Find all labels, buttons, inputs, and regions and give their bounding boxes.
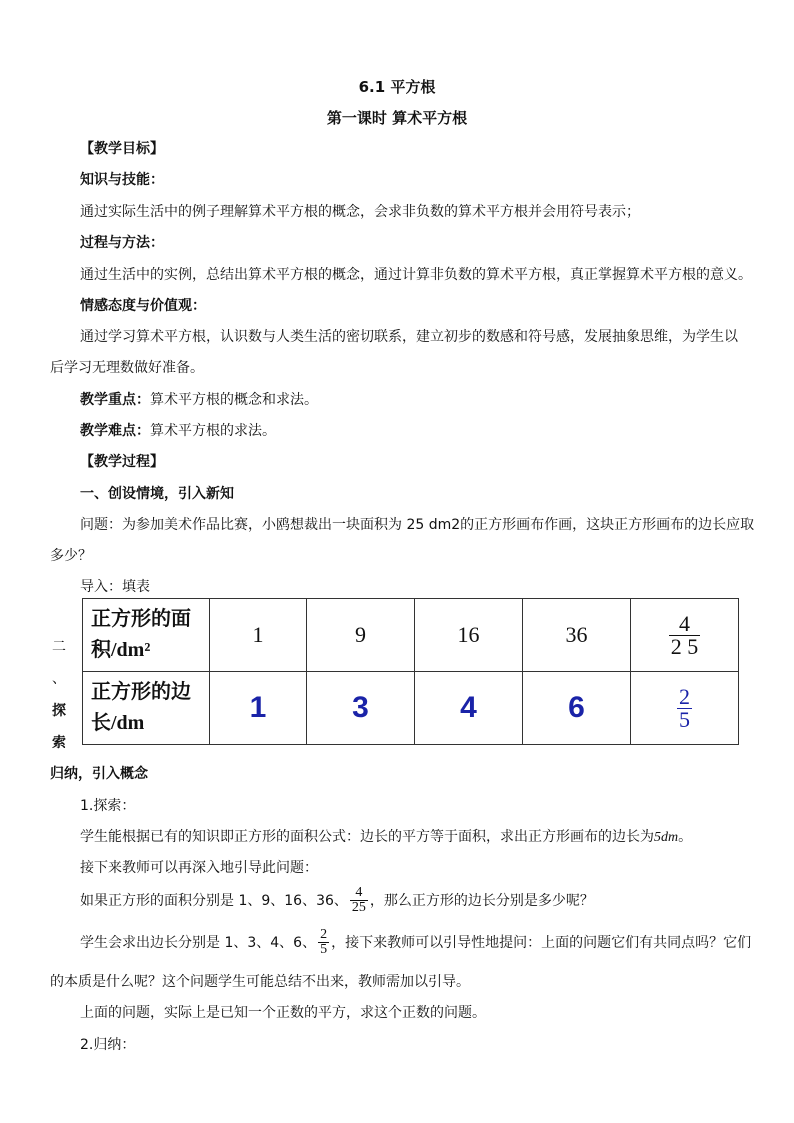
key-text: 算术平方根的概念和求法。 (150, 392, 318, 408)
explore-line1-end: 。 (678, 829, 693, 845)
fraction-denominator: 5 (320, 941, 328, 957)
explore-line4-text-a: 学生会求出边长分别是 1、3、4、6、 (80, 935, 317, 951)
induce-heading: 2.归纳： (80, 1037, 136, 1053)
key-point (80, 389, 318, 409)
explore-line5: 的本质是什么呢？这个问题学生可能总结不出来，教师需加以引导。 (50, 974, 470, 990)
explore-line4-text-b: ，接下来教师可以引导性地提问：上面的问题它们有共同点吗？它们 (331, 935, 752, 951)
section2-char-4: 索 (52, 735, 66, 751)
fill-in-table (82, 598, 739, 745)
side-header-line1: 正方形的边 (91, 681, 191, 703)
area-cell-1: 1 (210, 599, 307, 672)
side-cell-4: 6 (523, 672, 631, 745)
fraction-denominator: 25 (351, 899, 366, 915)
side-header-line2: 长/dm (91, 712, 145, 734)
explore-heading: 1.探索： (80, 798, 136, 814)
explore-value: 5dm (654, 830, 679, 845)
section2-heading-tail: 归纳，引入概念 (50, 766, 148, 782)
intro-text: 导入：填表 (80, 579, 150, 595)
knowledge-heading: 知识与技能： (80, 172, 164, 188)
explore-line3 (80, 880, 594, 920)
side-cell-3: 4 (415, 672, 523, 745)
process-heading: 过程与方法： (80, 235, 164, 251)
fraction-numerator: 4 (679, 610, 690, 636)
attitude-text-line2: 后学习无理数做好准备。 (50, 360, 204, 376)
side-fraction (677, 683, 692, 732)
process-text: 通过生活中的实例，总结出算术平方根的概念，通过计算非负数的算术平方根，真正掌握算术平方根的意义。 (80, 267, 752, 283)
explore-fraction-2 (318, 928, 329, 957)
side-cell-1: 1 (210, 672, 307, 745)
explore-line6: 上面的问题，实际上是已知一个正数的平方，求这个正数的问题。 (80, 1005, 486, 1021)
question-line2: 多少？ (50, 548, 92, 564)
attitude-heading: 情感态度与价值观： (80, 298, 206, 314)
explore-line3-text-b: ，那么正方形的边长分别是多少呢？ (369, 893, 594, 909)
page-title: 6.1 平方根 (358, 78, 436, 96)
fraction-numerator: 2 (320, 926, 328, 942)
difficulty-label: 教学难点： (80, 423, 150, 439)
side-header (83, 672, 210, 745)
difficulty-point (80, 420, 276, 440)
section2-char-1: 二 (52, 639, 66, 655)
area-cell-4: 36 (523, 599, 631, 672)
explore-line1 (80, 826, 692, 846)
area-cell-5 (631, 599, 739, 672)
goals-heading: 【教学目标】 (80, 141, 164, 157)
process-section-heading: 【教学过程】 (80, 454, 164, 470)
fraction-denominator: 5 (679, 706, 690, 732)
explore-fraction-1 (350, 886, 368, 915)
question-line1: 问题：为参加美术作品比赛，小鸥想裁出一块面积为 25 dm2的正方形画布作画，这块正方形画布的边长应取 (80, 517, 755, 533)
page-subtitle: 第一课时 算术平方根 (326, 109, 468, 127)
side-cell-5 (631, 672, 739, 745)
area-cell-2: 9 (307, 599, 415, 672)
section1-heading: 一、创设情境，引入新知 (80, 486, 234, 502)
fraction-numerator: 2 (679, 683, 690, 709)
fraction-numerator: 4 (355, 884, 363, 900)
section2-char-2: 、 (52, 671, 66, 687)
fraction-denominator: 2 5 (670, 633, 699, 659)
difficulty-text: 算术平方根的求法。 (150, 423, 276, 439)
area-cell-3: 16 (415, 599, 523, 672)
area-header (83, 599, 210, 672)
table-row-area (83, 599, 739, 672)
explore-line2: 接下来教师可以再深入地引导此问题： (80, 860, 318, 876)
knowledge-text: 通过实际生活中的例子理解算术平方根的概念，会求非负数的算术平方根并会用符号表示； (80, 204, 640, 220)
attitude-text-line1: 通过学习算术平方根，认识数与人类生活的密切联系，建立初步的数感和符号感，发展抽象思维，为学生以 (80, 329, 738, 345)
table-row-side (83, 672, 739, 745)
explore-line4 (80, 922, 751, 962)
explore-line1-text: 学生能根据已有的知识即正方形的面积公式：边长的平方等于面积，求出正方形画布的边长为 (80, 829, 654, 845)
section2-char-3: 探 (52, 703, 66, 719)
area-header-line2: 积/dm² (91, 639, 151, 661)
side-cell-2: 3 (307, 672, 415, 745)
explore-line3-text-a: 如果正方形的面积分别是 1、9、16、36、 (80, 893, 348, 909)
area-header-line1: 正方形的面 (91, 608, 191, 630)
key-label: 教学重点： (80, 392, 150, 408)
area-fraction (669, 610, 701, 659)
